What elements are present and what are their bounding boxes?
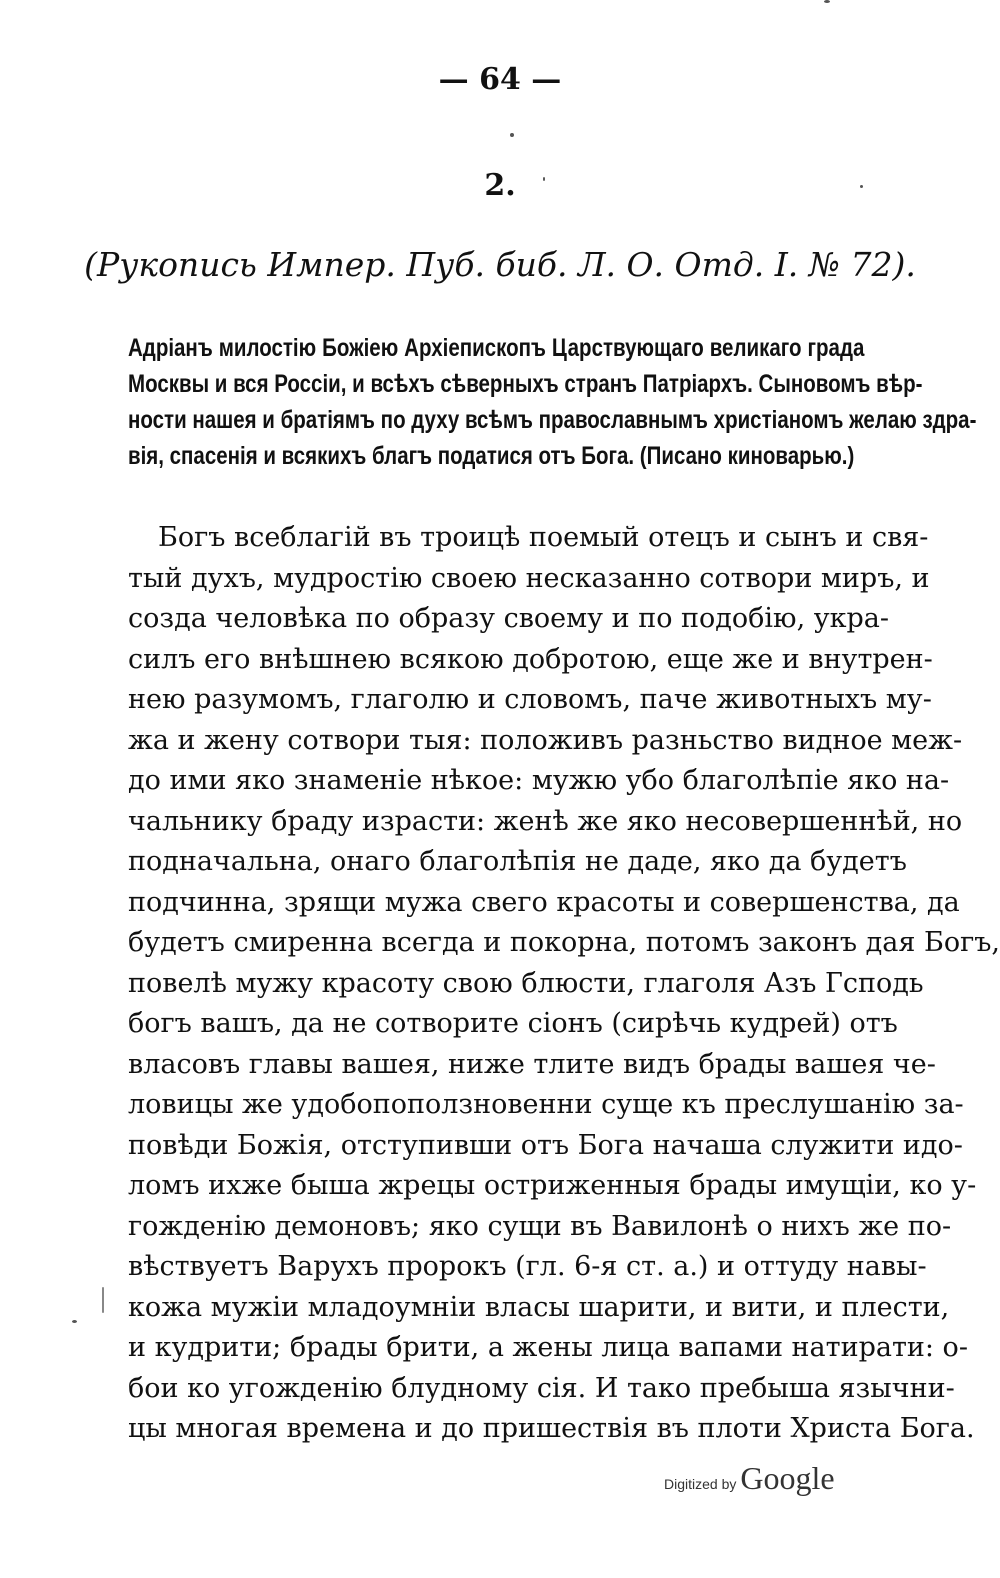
body-line: Богъ всеблагій въ троицѣ поемый отецъ и сынъ и свя-	[158, 522, 929, 553]
paper-speck	[824, 0, 830, 3]
body-line: цы многая времена и до пришествія въ плоти Христа Бога.	[128, 1413, 975, 1444]
body-line: будетъ смиренна всегда и покорна, потомъ законъ дая Богъ,	[128, 927, 1000, 958]
body-line: власовъ главы вашея, ниже тлите видъ брады вашея че-	[128, 1048, 936, 1080]
title-block	[128, 330, 977, 474]
source-reference: (Рукопись Импер. Пуб. биб. Л. О. Отд. I. № 72).	[84, 245, 916, 284]
body-line: подчинна, зрящи мужа свего красоты и совершенства, да	[128, 886, 960, 918]
page-number: — 64 —	[438, 62, 562, 97]
body-line: гожденію демоновъ; яко сущи въ Вавилонѣ о нихъ же по-	[128, 1210, 952, 1242]
google-logo: Google	[740, 1460, 835, 1496]
body-line: богъ вашъ, да не сотворите сіонъ (сирѣчь кудрей) отъ	[128, 1008, 898, 1039]
body-line: и кудрити; брады брити, а жены лица вапами натирати: о-	[128, 1332, 968, 1363]
body-line: повелѣ мужу красоту свою блюсти, глаголя Азъ Гсподь	[128, 967, 924, 999]
body-line: тый духъ, мудростію своею несказанно сотвори миръ, и	[128, 562, 930, 594]
title-line: Москвы и вся Россіи, и всѣхъ сѣверныхъ странъ Патріархъ. Сыновомъ вѣр-	[128, 370, 923, 398]
paper-speck	[72, 1320, 77, 1323]
body-line: до ими яко знаменіе нѣкое: мужю убо благолѣпіе яко на-	[128, 765, 950, 796]
paper-speck	[102, 1287, 104, 1313]
body-line: жа и жену сотвори тыя: положивъ разньство видное меж-	[128, 724, 963, 756]
body-line: кожа мужіи младоумніи власы шарити, и вити, и плести,	[128, 1291, 950, 1323]
body-text	[128, 518, 1000, 1450]
body-line: повѣди Божія, отступивши отъ Бога начаша служити идо-	[128, 1129, 963, 1161]
body-line: ловицы же удобопоползновенни суще къ преслушанію за-	[128, 1089, 964, 1120]
paper-speck	[860, 185, 863, 188]
title-line: Адріанъ милостію Божіею Архіепископъ Царствующаго великаго града	[128, 334, 865, 362]
body-line: подначальна, онаго благолѣпія не даде, яко да будетъ	[128, 846, 907, 877]
digitized-by-watermark	[664, 1460, 835, 1497]
title-line: ности нашея и братіямъ по духу всѣмъ православнымъ христіаномъ желаю здра-	[128, 406, 977, 434]
title-line: вія, спасенія и всякихъ благъ податися отъ Бога. (Писано киноварью.)	[128, 442, 855, 470]
body-line: силъ его внѣшнею всякою добротою, еще же и внутрен-	[128, 643, 933, 675]
body-line: чальнику браду израсти: женѣ же яко несовершеннѣй, но	[128, 805, 963, 837]
body-line: нею разумомъ, глаголю и словомъ, паче животныхъ му-	[128, 684, 932, 715]
body-line: созда человѣка по образу своему и по подобію, укра-	[128, 603, 889, 634]
paper-speck	[510, 133, 514, 137]
digitized-label: Digitized by	[664, 1476, 737, 1492]
paper-speck	[543, 177, 545, 181]
body-line: вѣствуетъ Варухъ пророкъ (гл. 6-я ст. а.) и оттуду навы-	[128, 1251, 927, 1282]
section-number: 2.	[484, 168, 516, 203]
body-line: бои ко угожденію блудному сія. И тако пребыша язычни-	[128, 1372, 955, 1404]
body-line: ломъ ихже быша жрецы остриженныя брады имущіи, ко у-	[128, 1170, 977, 1201]
